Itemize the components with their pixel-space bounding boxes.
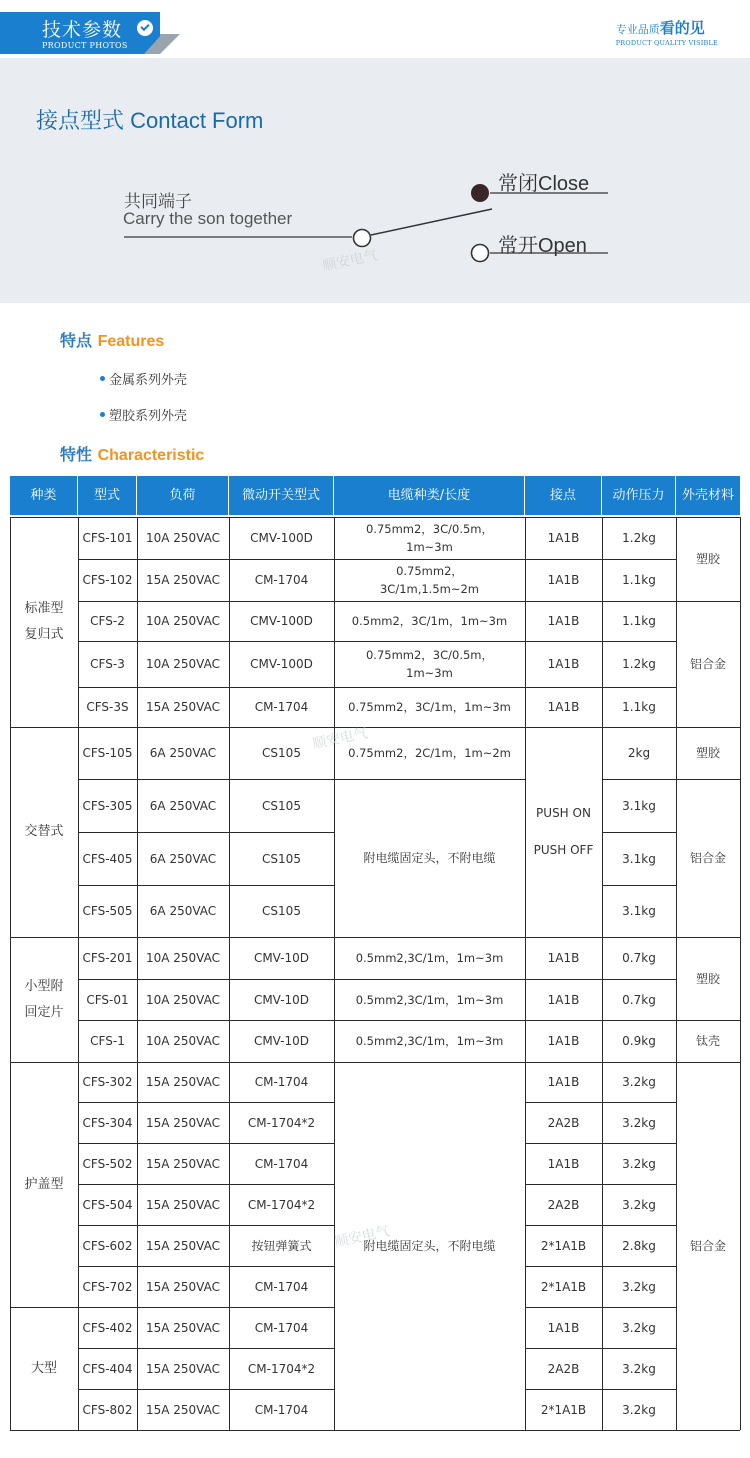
- characteristic-title-en: Characteristic: [97, 447, 205, 464]
- category-cell-line: 护盖型: [24, 1176, 64, 1192]
- cable-cell: 0.5mm2,3C/1m，1m~3m: [355, 992, 504, 1007]
- header-cell: 电缆种类/长度: [334, 476, 525, 515]
- header-cell: 负荷: [137, 476, 229, 515]
- pressure-cell: 1.1kg: [622, 573, 656, 587]
- contact-cell: 2A2B: [547, 1197, 580, 1212]
- category-cell: [10, 1307, 78, 1430]
- switch-lever: [371, 209, 492, 235]
- contact-cell-merged-line: PUSH OFF: [533, 843, 594, 857]
- load-cell: 10A 250VAC: [145, 992, 220, 1007]
- switch-cell: CM-1704: [254, 1075, 309, 1089]
- model-cell: CFS-405: [82, 851, 133, 866]
- category-cell: [10, 517, 78, 727]
- load-cell: 15A 250VAC: [145, 1402, 220, 1417]
- load-cell: 10A 250VAC: [145, 1034, 220, 1048]
- contact-cell: 1A1B: [547, 1075, 580, 1089]
- load-cell: 15A 250VAC: [145, 1156, 220, 1171]
- feature-item: [100, 369, 187, 388]
- header-subtitle: PRODUCT PHOTOS: [42, 41, 128, 50]
- contact-cell: 1A1B: [547, 614, 580, 628]
- model-cell: CFS-101: [82, 531, 133, 545]
- load-cell: 10A 250VAC: [145, 657, 220, 671]
- load-cell: 6A 250VAC: [149, 851, 217, 866]
- load-cell: 15A 250VAC: [145, 1320, 220, 1335]
- pressure-cell: 0.9kg: [622, 1034, 656, 1048]
- cable-cell: 0.5mm2,3C/1m，1m~3m: [355, 1034, 504, 1048]
- housing-cell: 钛壳: [695, 1034, 720, 1048]
- model-cell: CFS-404: [82, 1361, 133, 1376]
- switch-cell: CMV-10D: [253, 992, 310, 1007]
- switch-cell: CMV-100D: [250, 614, 313, 628]
- load-cell: 10A 250VAC: [145, 951, 220, 965]
- pressure-cell: 3.2kg: [622, 1279, 656, 1294]
- pressure-cell: 2.8kg: [622, 1238, 656, 1253]
- contact-cell: 1A1B: [547, 951, 580, 965]
- switch-cell: CS105: [262, 746, 301, 760]
- header-cell: 动作压力: [602, 476, 676, 515]
- load-cell: 6A 250VAC: [149, 798, 217, 813]
- header-title: 技术参数: [42, 19, 123, 41]
- cable-cell: 0.75mm2，3C/0.5m，1m~3m: [365, 522, 494, 554]
- contact-diagram: [0, 58, 750, 303]
- characteristic-title-cn: 特性: [60, 445, 93, 464]
- contact-form-panel: [0, 58, 750, 303]
- cable-cell: 0.75mm2，3C/0.5m，1m~3m: [365, 648, 494, 680]
- characteristic-title: [60, 442, 204, 465]
- switch-cell: CM-1704*2: [247, 1197, 316, 1212]
- load-cell: 15A 250VAC: [145, 1115, 220, 1130]
- contact-cell: 1A1B: [547, 1156, 580, 1171]
- housing-cell: 铝合金: [689, 1239, 726, 1253]
- housing-cell: 铝合金: [689, 657, 726, 671]
- housing-cell: 塑胶: [695, 971, 720, 986]
- header-cell: 外壳材料: [681, 488, 734, 503]
- pressure-cell: 3.2kg: [622, 1075, 656, 1089]
- category-cell-line: 复归式: [24, 627, 64, 642]
- header-slogan: [616, 17, 718, 47]
- pressure-cell: 3.2kg: [622, 1361, 656, 1376]
- pressure-cell: 3.1kg: [622, 798, 656, 813]
- cable-cell-merged: 附电缆固定头，不附电缆: [363, 1239, 496, 1253]
- closed-terminal-icon: [471, 184, 489, 202]
- model-cell: CFS-505: [82, 904, 133, 918]
- switch-cell: CM-1704: [254, 1156, 309, 1171]
- pressure-cell: 1.2kg: [622, 531, 656, 545]
- pressure-cell: 1.2kg: [622, 657, 656, 671]
- watermark: 顺安电气: [311, 725, 370, 753]
- model-cell: CFS-102: [82, 573, 133, 587]
- model-cell: CFS-504: [82, 1197, 133, 1212]
- load-cell: 6A 250VAC: [149, 904, 217, 918]
- cable-cell: 0.75mm2，2C/1m，1m~2m: [348, 746, 511, 760]
- contact-cell: 1A1B: [547, 1034, 580, 1048]
- switch-cell: CMV-10D: [253, 951, 310, 965]
- common-terminal-cn: 共同端子: [124, 192, 192, 212]
- contact-cell: 2*1A1B: [540, 1402, 587, 1417]
- contact-cell: 1A1B: [547, 657, 580, 671]
- contact-cell-merged: [525, 727, 602, 937]
- category-cell: [10, 937, 78, 1062]
- switch-cell: CMV-100D: [250, 657, 313, 671]
- watermark: 顺安电气: [321, 247, 380, 275]
- common-terminal-en: Carry the son together: [123, 209, 293, 228]
- slogan-big: 看的见: [659, 19, 705, 37]
- model-cell: CFS-802: [82, 1402, 133, 1417]
- model-cell: CFS-602: [82, 1238, 133, 1253]
- contact-cell: 2A2B: [547, 1361, 580, 1376]
- model-cell: CFS-201: [82, 951, 133, 965]
- switch-cell: CM-1704: [254, 1320, 309, 1335]
- model-cell: CFS-402: [82, 1320, 133, 1335]
- category-cell-line: 交替式: [24, 824, 64, 839]
- header-cell: 接点: [525, 476, 602, 515]
- pressure-cell: 3.2kg: [622, 1320, 656, 1335]
- housing-cell: 塑胶: [695, 552, 720, 566]
- pressure-cell: 3.2kg: [622, 1197, 656, 1212]
- housing-cell: 塑胶: [695, 746, 720, 760]
- switch-cell: CMV-100D: [250, 531, 313, 545]
- header-cell: 种类: [10, 476, 78, 515]
- load-cell: 15A 250VAC: [145, 1075, 220, 1089]
- features-title-en: Features: [97, 333, 165, 350]
- pressure-cell: 1.1kg: [622, 614, 656, 628]
- contact-form-title: 接点型式 Contact Form: [36, 108, 264, 133]
- contact-cell: 1A1B: [547, 573, 580, 587]
- category-cell-line: 大型: [30, 1360, 57, 1376]
- category-cell-line: 小型附: [24, 978, 64, 994]
- contact-cell: 2A2B: [547, 1115, 580, 1130]
- table-header: [10, 476, 740, 515]
- cable-cell: 0.5mm2,3C/1m，1m~3m: [355, 951, 504, 965]
- pressure-cell: 3.1kg: [622, 851, 656, 866]
- model-cell: CFS-302: [82, 1075, 133, 1089]
- features-title-cn: 特点: [60, 331, 93, 350]
- switch-cell: CM-1704*2: [247, 1115, 316, 1130]
- load-cell: 15A 250VAC: [145, 1238, 220, 1253]
- features-title: [60, 328, 164, 351]
- switch-cell: CMV-10D: [253, 1034, 310, 1048]
- load-cell: 15A 250VAC: [145, 1361, 220, 1376]
- pressure-cell: 0.7kg: [622, 951, 656, 965]
- bullet-icon: [100, 376, 105, 381]
- model-cell: CFS-3: [90, 657, 125, 671]
- open-terminal-icon: [472, 245, 489, 262]
- switch-cell: CM-1704: [254, 1402, 309, 1417]
- slogan-small: 专业品质: [615, 23, 660, 36]
- category-cell-line: 标准型: [24, 601, 64, 616]
- contact-cell: 1A1B: [547, 1320, 580, 1335]
- switch-cell: CM-1704: [254, 700, 309, 714]
- feature-text: 金属系列外壳: [109, 373, 188, 388]
- pressure-cell: 3.2kg: [622, 1115, 656, 1130]
- model-cell: CFS-304: [82, 1115, 133, 1130]
- load-cell: 10A 250VAC: [145, 614, 220, 628]
- check-circle-icon: [137, 20, 153, 36]
- switch-cell: 按钮弹簧式: [251, 1238, 312, 1253]
- contact-cell: 2*1A1B: [540, 1279, 587, 1294]
- switch-cell: CM-1704*2: [247, 1361, 316, 1376]
- switch-cell: CM-1704: [254, 573, 309, 587]
- category-cell: [10, 1062, 78, 1307]
- cable-cell: 0.75mm2，3C/1m，1m~3m: [348, 700, 511, 714]
- watermark: 顺安电气: [333, 1223, 392, 1251]
- contact-cell-merged-line: PUSH ON: [536, 806, 591, 820]
- model-cell: CFS-01: [86, 992, 129, 1007]
- load-cell: 15A 250VAC: [145, 1279, 220, 1294]
- switch-cell: CM-1704: [254, 1279, 309, 1294]
- feature-item: [100, 405, 187, 424]
- model-cell: CFS-502: [82, 1156, 133, 1171]
- cable-cell-merged: 附电缆固定头，不附电缆: [363, 851, 496, 865]
- contact-cell: 2*1A1B: [540, 1238, 587, 1253]
- common-terminal-icon: [354, 230, 371, 247]
- load-cell: 6A 250VAC: [149, 746, 217, 760]
- load-cell: 10A 250VAC: [145, 531, 220, 545]
- switch-cell: CS105: [262, 798, 301, 813]
- load-cell: 15A 250VAC: [145, 1197, 220, 1212]
- contact-cell: 1A1B: [547, 992, 580, 1007]
- contact-cell: 1A1B: [547, 531, 580, 545]
- header-cell: 型式: [78, 476, 137, 515]
- cable-cell: 0.5mm2，3C/1m，1m~3m: [351, 614, 508, 628]
- pressure-cell: 2kg: [627, 746, 651, 760]
- cable-cell: 0.75mm2，3C/1m,1.5m~2m: [379, 564, 480, 596]
- pressure-cell: 3.1kg: [622, 904, 656, 918]
- close-label: 常闭Close: [498, 173, 590, 195]
- housing-cell: 铝合金: [689, 851, 726, 865]
- model-cell: CFS-3S: [86, 700, 129, 714]
- load-cell: 15A 250VAC: [145, 573, 220, 587]
- model-cell: CFS-702: [82, 1279, 133, 1294]
- pressure-cell: 0.7kg: [622, 992, 656, 1007]
- header-cell: 微动开关型式: [229, 476, 334, 515]
- model-cell: CFS-305: [82, 798, 133, 813]
- category-cell-line: 回定片: [24, 1004, 64, 1020]
- switch-cell: CS105: [262, 851, 301, 866]
- pressure-cell: 1.1kg: [622, 700, 656, 714]
- contact-cell: 1A1B: [547, 700, 580, 714]
- model-cell: CFS-1: [90, 1034, 125, 1048]
- pressure-cell: 3.2kg: [622, 1156, 656, 1171]
- pressure-cell: 3.2kg: [622, 1402, 656, 1417]
- bullet-icon: [100, 412, 105, 417]
- category-cell: [10, 727, 78, 937]
- header-banner: [0, 0, 750, 58]
- open-label: 常开Open: [498, 235, 587, 257]
- slogan-sub: PRODUCT QUALITY VISIBLE: [615, 39, 718, 47]
- model-cell: CFS-2: [90, 614, 125, 628]
- feature-text: 塑胶系列外壳: [109, 409, 188, 424]
- switch-cell: CS105: [262, 904, 301, 918]
- load-cell: 15A 250VAC: [145, 700, 220, 714]
- model-cell: CFS-105: [82, 746, 133, 760]
